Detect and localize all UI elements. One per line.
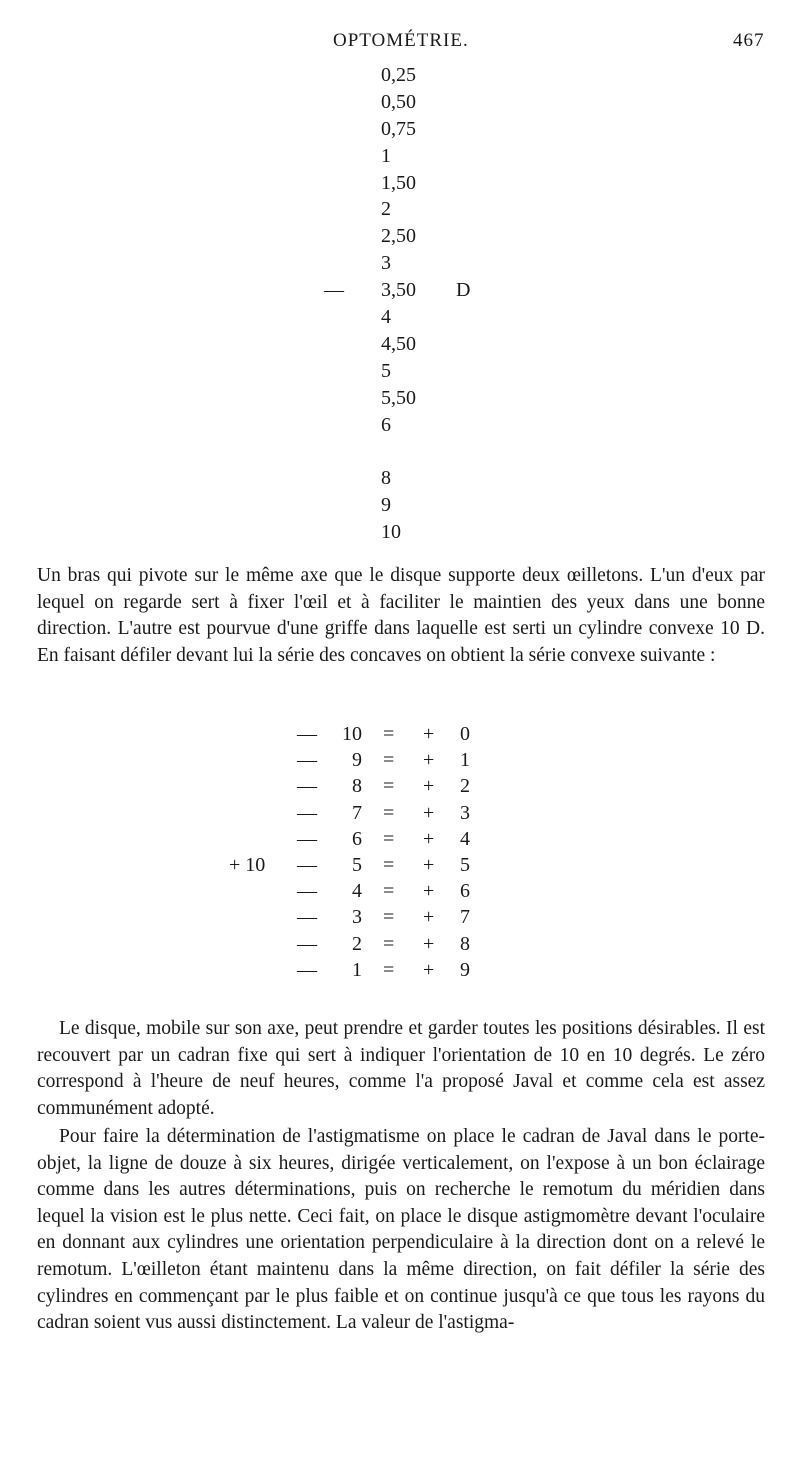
lens-series-row bbox=[0, 385, 800, 412]
series-plus-sign: + bbox=[423, 775, 435, 798]
series-row bbox=[0, 957, 800, 983]
series-minus-sign: — bbox=[297, 932, 317, 955]
lens-dash: — bbox=[324, 279, 344, 302]
series-equals-sign: = bbox=[383, 723, 395, 745]
lens-unit: D bbox=[456, 279, 471, 302]
series-equals-sign: = bbox=[383, 749, 395, 772]
series-result-value: 8 bbox=[460, 932, 470, 955]
lens-series-row bbox=[0, 438, 800, 465]
lens-value: 3 bbox=[381, 252, 391, 275]
page-title: OPTOMÉTRIE. bbox=[333, 30, 469, 51]
series-lens-value: 3 bbox=[352, 906, 362, 929]
series-lens-value: 1 bbox=[352, 958, 362, 981]
series-lens-value: 2 bbox=[352, 932, 362, 955]
lens-series-row bbox=[0, 62, 800, 89]
lens-value: 4,50 bbox=[381, 332, 416, 355]
series-plus-sign: + bbox=[423, 880, 435, 903]
series-row bbox=[0, 800, 800, 826]
series-result-value: 3 bbox=[460, 801, 470, 824]
paragraph-2: Le disque, mobile sur son axe, peut prendre et garder toutes les positions désirables. Il est recouvert par un cadran fixe qui sert à indiquer l'orientation de 10 en 10 degrés. Le zéro correspond à l'heure de neuf heures, comme l'a proposé Javal et comme cela est assez communément adopté. bbox=[37, 1018, 765, 1119]
series-row bbox=[0, 747, 800, 773]
series-result-value: 9 bbox=[460, 958, 470, 981]
lens-series-row bbox=[0, 358, 800, 385]
series-result-value: 4 bbox=[460, 827, 470, 850]
series-minus-sign: — bbox=[297, 853, 317, 876]
series-row bbox=[0, 852, 800, 878]
lens-value: 2,50 bbox=[381, 225, 416, 248]
series-minus-sign: — bbox=[297, 801, 317, 824]
series-plus-sign: + bbox=[423, 932, 435, 955]
series-result-value: 1 bbox=[460, 749, 470, 772]
series-result-value: 0 bbox=[460, 723, 470, 745]
series-equals-sign: = bbox=[383, 906, 395, 929]
series-row bbox=[0, 826, 800, 852]
lens-value: 1,50 bbox=[381, 171, 416, 194]
page-number: 467 bbox=[733, 30, 765, 51]
paragraph-1: Un bras qui pivote sur le même axe que le disque supporte deux œilletons. L'un d'eux par lequel on regarde sert à fixer l'œil et à faciliter le maintien des yeux dans une bonne direction. L'autre est pourvue d'une griffe dans laquelle est serti un cylindre convexe 10 D. En faisant défiler devant lui la série des concaves on obtient la série convexe suivante : bbox=[37, 565, 765, 666]
lens-series-row bbox=[0, 412, 800, 439]
lens-series-row bbox=[0, 250, 800, 277]
series-row bbox=[0, 773, 800, 799]
lens-value: 6 bbox=[381, 413, 391, 436]
series-minus-sign: — bbox=[297, 880, 317, 903]
lens-series-row bbox=[0, 277, 800, 304]
lens-series-list bbox=[0, 62, 800, 546]
lens-value: 1 bbox=[381, 144, 391, 167]
series-minus-sign: — bbox=[297, 723, 317, 745]
lens-value: 5,50 bbox=[381, 386, 416, 409]
series-lens-value: 5 bbox=[352, 853, 362, 876]
lens-value: 4 bbox=[381, 306, 391, 329]
lens-series-row bbox=[0, 492, 800, 519]
series-minus-sign: — bbox=[297, 827, 317, 850]
series-equals-sign: = bbox=[383, 880, 395, 903]
series-equals-sign: = bbox=[383, 958, 395, 981]
series-equals-sign: = bbox=[383, 932, 395, 955]
series-plus-sign: + bbox=[423, 958, 435, 981]
series-minus-sign: — bbox=[297, 749, 317, 772]
lens-value: 0,75 bbox=[381, 117, 416, 140]
lens-series-row bbox=[0, 170, 800, 197]
convex-series-table bbox=[0, 721, 800, 983]
series-lens-value: 8 bbox=[352, 775, 362, 798]
series-equals-sign: = bbox=[383, 827, 395, 850]
running-head bbox=[0, 30, 800, 60]
series-lens-value: 4 bbox=[352, 880, 362, 903]
series-row bbox=[0, 721, 800, 747]
series-plus-sign: + bbox=[423, 853, 435, 876]
series-lens-value: 9 bbox=[352, 749, 362, 772]
series-plus-sign: + bbox=[423, 749, 435, 772]
lens-series-row bbox=[0, 331, 800, 358]
lens-value: 8 bbox=[381, 467, 391, 490]
lens-series-row bbox=[0, 196, 800, 223]
series-minus-sign: — bbox=[297, 775, 317, 798]
lens-series-row bbox=[0, 143, 800, 170]
series-plus-sign: + bbox=[423, 723, 435, 745]
series-lens-value: 6 bbox=[352, 827, 362, 850]
series-minus-sign: — bbox=[297, 958, 317, 981]
series-row bbox=[0, 878, 800, 904]
series-base-lens: + 10 bbox=[229, 853, 266, 876]
series-result-value: 2 bbox=[460, 775, 470, 798]
series-lens-value: 7 bbox=[352, 801, 362, 824]
series-lens-value: 10 bbox=[342, 723, 362, 745]
lens-value: 3,50 bbox=[381, 279, 416, 302]
lens-value: 10 bbox=[381, 521, 401, 544]
series-plus-sign: + bbox=[423, 827, 435, 850]
series-row bbox=[0, 931, 800, 957]
series-plus-sign: + bbox=[423, 801, 435, 824]
series-minus-sign: — bbox=[297, 906, 317, 929]
series-plus-sign: + bbox=[423, 906, 435, 929]
series-equals-sign: = bbox=[383, 853, 395, 876]
lens-series-row bbox=[0, 304, 800, 331]
series-result-value: 5 bbox=[460, 853, 470, 876]
series-row bbox=[0, 904, 800, 930]
series-result-value: 6 bbox=[460, 880, 470, 903]
lens-series-row bbox=[0, 89, 800, 116]
series-result-value: 7 bbox=[460, 906, 470, 929]
lens-value: 0,25 bbox=[381, 64, 416, 86]
series-equals-sign: = bbox=[383, 775, 395, 798]
series-equals-sign: = bbox=[383, 801, 395, 824]
lens-value: 0,50 bbox=[381, 90, 416, 113]
lens-series-row bbox=[0, 519, 800, 546]
lens-value: 2 bbox=[381, 198, 391, 221]
lens-value: 5 bbox=[381, 359, 391, 382]
lens-series-row bbox=[0, 465, 800, 492]
paragraph-3: Pour faire la détermination de l'astigmatisme on place le cadran de Javal dans le porte-objet, la ligne de douze à six heures, dirigée verticalement, on l'expose à un bon éclairage comme dans les autres déterminations, puis on recherche le remotum du méridien dans lequel la vision est le plus nette. Ceci fait, on place le disque astigmomètre devant l'oculaire en donnant aux cylindres une orientation perpendiculaire à la direction dont on a relevé le remotum. L'œilleton étant maintenu dans la même direction, on fait défiler la série des cylindres en commençant par le plus faible et on continue jusqu'à ce que tous les rayons du cadran soient vus aussi distinctement. La valeur de l'astigma- bbox=[37, 1126, 765, 1334]
lens-value: 9 bbox=[381, 494, 391, 517]
lens-series-row bbox=[0, 223, 800, 250]
lens-series-row bbox=[0, 116, 800, 143]
